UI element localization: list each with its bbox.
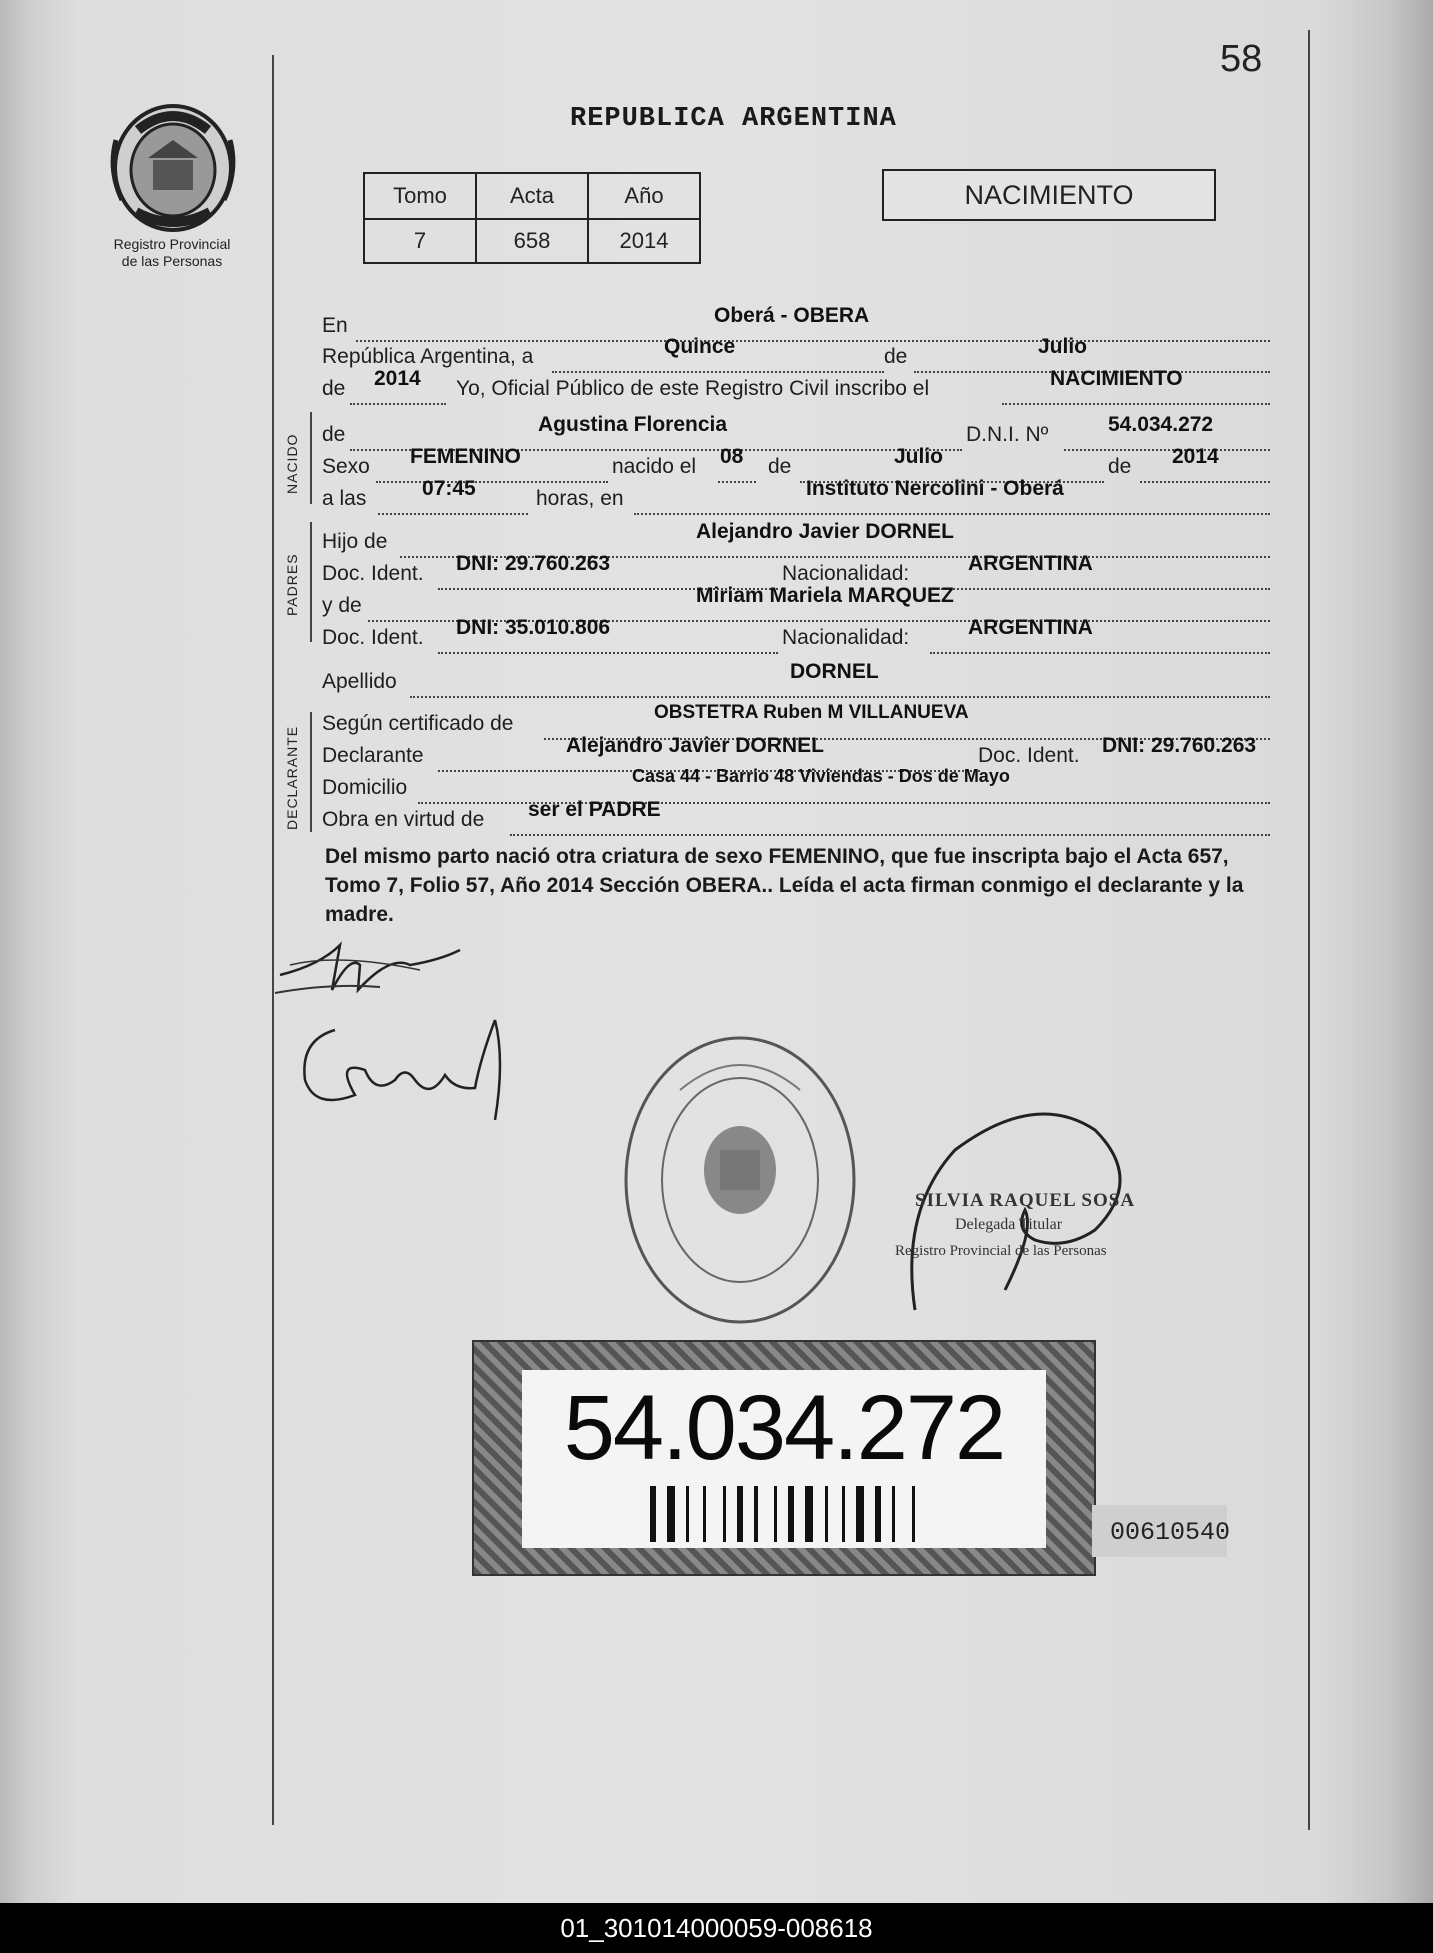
barcode-bars [650, 1486, 1020, 1542]
padres-section-label: PADRES [284, 553, 300, 616]
record-reference-table [363, 172, 701, 264]
logo-caption-line1: Registro Provincial [113, 236, 231, 252]
acta-header: Acta [476, 173, 588, 219]
decl-value: Alejandro Javier DORNEL [566, 734, 824, 757]
provincial-seal-logo [108, 100, 238, 235]
declarante-section-line [310, 712, 312, 832]
inscribo-label: Yo, Oficial Público de este Registro Civil inscribo el [456, 377, 930, 400]
mother-doc-value: DNI: 35.010.806 [456, 616, 611, 639]
page-number: 58 [1220, 38, 1263, 80]
birth-month-value: Julio [894, 445, 944, 468]
month-value: Julio [1038, 335, 1088, 358]
day-value: Quince [664, 335, 736, 358]
father-nat-label: Nacionalidad: [782, 562, 910, 585]
father-doc-value: DNI: 29.760.263 [456, 552, 611, 575]
anio-value: 2014 [588, 219, 700, 263]
nacido-de2-label: de [768, 455, 792, 478]
sexo-value: FEMENINO [410, 445, 521, 468]
mother-name-value: Miriam Mariela MARQUEZ [696, 584, 954, 607]
nacido-el-label: nacido el [612, 455, 697, 478]
dni-label: D.N.I. Nº [966, 423, 1049, 446]
signature-2 [295, 1000, 535, 1130]
republica-label: República Argentina, a [322, 345, 534, 368]
year-value: 2014 [374, 367, 421, 390]
child-name-value: Agustina Florencia [538, 413, 728, 436]
tomo-header: Tomo [364, 173, 476, 219]
dom-label: Domicilio [322, 776, 408, 799]
nacido-section-label: NACIDO [284, 433, 300, 494]
anio-header: Año [588, 173, 700, 219]
official-role: Delegada Titular [955, 1216, 1063, 1233]
row-apellido [322, 660, 1272, 700]
row-mother-doc [322, 616, 1272, 656]
declarante-section-label: DECLARANTE [284, 725, 300, 830]
birth-time-value: 07:45 [422, 477, 476, 500]
decl-doc-label: Doc. Ident. [978, 744, 1080, 767]
official-name: SILVIA RAQUEL SOSA [915, 1190, 1136, 1211]
tomo-value: 7 [364, 219, 476, 263]
cert-value: OBSTETRA Ruben M VILLANUEVA [654, 702, 969, 723]
nacido-de-label: de [322, 423, 346, 446]
serial-number: 00610540 [1110, 1518, 1231, 1547]
decl-label: Declarante [322, 744, 424, 767]
footer-bar [0, 1903, 1433, 1953]
birth-year-value: 2014 [1172, 445, 1219, 468]
apellido-value: DORNEL [790, 660, 879, 683]
signature-1 [270, 935, 470, 1005]
father-doc-label: Doc. Ident. [322, 562, 424, 585]
additional-note: Del mismo parto nació otra criatura de sexo FEMENINO, que fue inscripta bajo el Acta 657, Tomo 7, Folio 57, Año 2014 Sección OBERA.. Leída el acta firman conmigo el declarante y la madre. [325, 845, 1244, 926]
mother-nat-value: ARGENTINA [968, 616, 1093, 639]
obra-value: ser el PADRE [528, 798, 661, 821]
apellido-label: Apellido [322, 670, 397, 693]
nacido-de3-label: de [1108, 455, 1132, 478]
father-nat-value: ARGENTINA [968, 552, 1093, 575]
hijo-de-label: Hijo de [322, 530, 388, 553]
alas-label: a las [322, 487, 367, 510]
decl-doc-value: DNI: 29.760.263 [1102, 734, 1257, 757]
acta-value: 658 [476, 219, 588, 263]
obra-label: Obra en virtud de [322, 808, 485, 831]
barcode-number: 54.034.272 [563, 1377, 1005, 1479]
document-title: REPUBLICA ARGENTINA [570, 104, 897, 134]
en-value: Oberá - OBERA [714, 304, 870, 327]
row-en [322, 304, 1272, 344]
record-type-box: NACIMIENTO [882, 169, 1216, 221]
father-name-value: Alejandro Javier DORNEL [696, 520, 954, 543]
yde-label: y de [322, 594, 362, 617]
row-obra [322, 798, 1272, 838]
official-office: Registro Provincial de las Personas [895, 1243, 1107, 1259]
padres-section-line [310, 522, 312, 642]
mother-doc-label: Doc. Ident. [322, 626, 424, 649]
dom-value: Casa 44 - Barrio 48 Viviendas - Dos de Mayo [632, 766, 1010, 786]
mother-nat-label: Nacionalidad: [782, 626, 910, 649]
child-dni-value: 54.034.272 [1108, 413, 1214, 436]
row-year [322, 367, 1272, 407]
de2-label: de [322, 377, 346, 400]
birth-day-value: 08 [720, 445, 744, 468]
en-label: En [322, 314, 348, 337]
nacido-section-line [310, 412, 312, 504]
right-margin-line [1308, 30, 1310, 1830]
row-domicilio [322, 766, 1272, 806]
official-stamp [620, 1030, 860, 1330]
birth-place-value: Instituto Nercolini - Oberá [806, 477, 1064, 500]
logo-caption [92, 236, 252, 270]
row-hora [322, 477, 1272, 517]
sexo-label: Sexo [322, 455, 370, 478]
horas-label: horas, en [536, 487, 624, 510]
inscribo-value: NACIMIENTO [1050, 367, 1183, 390]
cert-label: Según certificado de [322, 712, 514, 735]
footer-id: 01_301014000059-008618 [560, 1913, 873, 1943]
barcode-inner [522, 1370, 1046, 1548]
barcode-label [472, 1340, 1096, 1576]
logo-caption-line2: de las Personas [121, 253, 223, 269]
de-label: de [884, 345, 908, 368]
